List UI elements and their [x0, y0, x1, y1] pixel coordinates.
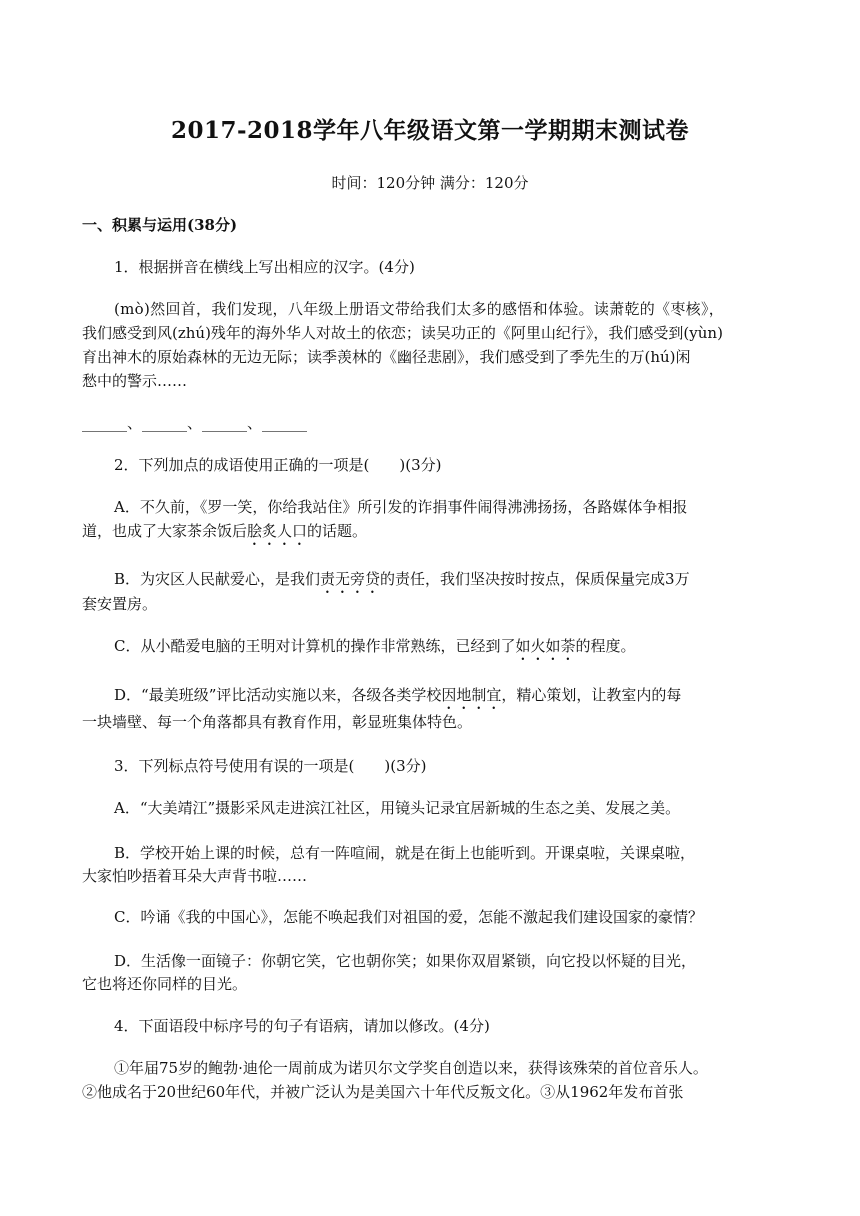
text-segment: 的话题。 [307, 522, 368, 540]
q1-answer-blanks: ______、______、______、______ [82, 414, 308, 432]
text-segment: 道，也成了大家茶余饭后 [82, 522, 248, 540]
q4-passage-line1: ①年届75岁的鲍勃·迪伦一周前成为诺贝尔文学奖自创造以来，获得该殊荣的首位音乐人。 [114, 1059, 708, 1077]
q4-passage-line2: ②他成名于20世纪60年代，并被广泛认为是美国六十年代反叛文化。③从1962年发布首张 [82, 1083, 684, 1101]
exam-subtitle: 时间：120分钟 满分：120分 [331, 174, 529, 192]
text-segment: ，精心策划，让教室内的每 [501, 686, 682, 704]
q2-option-b-line2: 套安置房。 [82, 595, 158, 613]
q2-stem: 2．下列加点的成语使用正确的一项是( )(3分) [114, 456, 442, 474]
q2-option-c-line1 [114, 634, 782, 664]
q4-stem: 4．下面语段中标序号的句子有语病，请加以修改。(4分) [114, 1017, 490, 1035]
dotted-idiom: 因地制宜 [441, 686, 502, 704]
q2-option-a-line2 [82, 519, 782, 549]
q2-option-a-line1: A．不久前，《罗一笑，你给我站住》所引发的诈捐事件闹得沸沸扬扬，各路媒体争相报 [114, 498, 688, 516]
text-segment: 的程度。 [575, 637, 636, 655]
text-segment: C．从小酷爱电脑的王明对计算机的操作非常熟练，已经到了 [114, 637, 516, 655]
q3-stem: 3．下列标点符号使用有误的一项是( )(3分) [114, 757, 427, 775]
q2-option-d-line2: 一块墙壁、每一个角落都具有教育作用，彰显班集体特色。 [82, 713, 473, 731]
text-segment: B．为灾区人民献爱心，是我们 [114, 570, 321, 588]
dotted-idiom: 如火如荼 [515, 637, 576, 655]
q1-stem: 1．根据拼音在横线上写出相应的汉字。(4分) [114, 258, 415, 276]
q3-option-b-line1: B．学校开始上课的时候，总有一阵喧闹，就是在街上也能听到。开课桌啦，关课桌啦， [114, 844, 696, 862]
q1-passage-line: 我们感受到风(zhú)残年的海外华人对故土的依恋；读吴功正的《阿里山纪行》，我们感受到(yùn) [82, 324, 723, 342]
q1-passage-line: 育出神木的原始森林的无边无际；读季羡林的《幽径悲剧》，我们感受到了季先生的万(hú)闲 [82, 348, 691, 366]
exam-title: 2017-2018学年八年级语文第一学期期末测试卷 [170, 117, 690, 144]
q3-option-b-line2: 大家怕吵捂着耳朵大声背书啦…… [82, 867, 308, 885]
text-segment: 的责任，我们坚决按时按点，保质保量完成3万 [380, 570, 690, 588]
text-segment: D．“最美班级”评比活动实施以来，各级各类学校 [114, 686, 442, 704]
dotted-idiom: 责无旁贷 [320, 570, 381, 588]
dotted-idiom: 脍炙人口 [247, 522, 308, 540]
q3-option-d-line1: D．生活像一面镜子：你朝它笑，它也朝你笑；如果你双眉紧锁，向它投以怀疑的目光， [114, 952, 697, 970]
q3-option-a: A．“大美靖江”摄影采风走进滨江社区，用镜头记录宜居新城的生态之美、发展之美。 [114, 799, 681, 817]
q3-option-c: C．吟诵《我的中国心》，怎能不唤起我们对祖国的爱，怎能不激起我们建设国家的豪情？ [114, 908, 703, 926]
q3-option-d-line2: 它也将还你同样的目光。 [82, 975, 248, 993]
q2-option-d-line1 [114, 683, 782, 713]
q1-passage-line: 愁中的警示…… [82, 372, 188, 390]
section-heading: 一、积累与运用(38分) [82, 216, 238, 234]
q1-passage-line: (mò)然回首，我们发现，八年级上册语文带给我们太多的感悟和体验。读萧乾的《枣核》， [114, 300, 725, 318]
